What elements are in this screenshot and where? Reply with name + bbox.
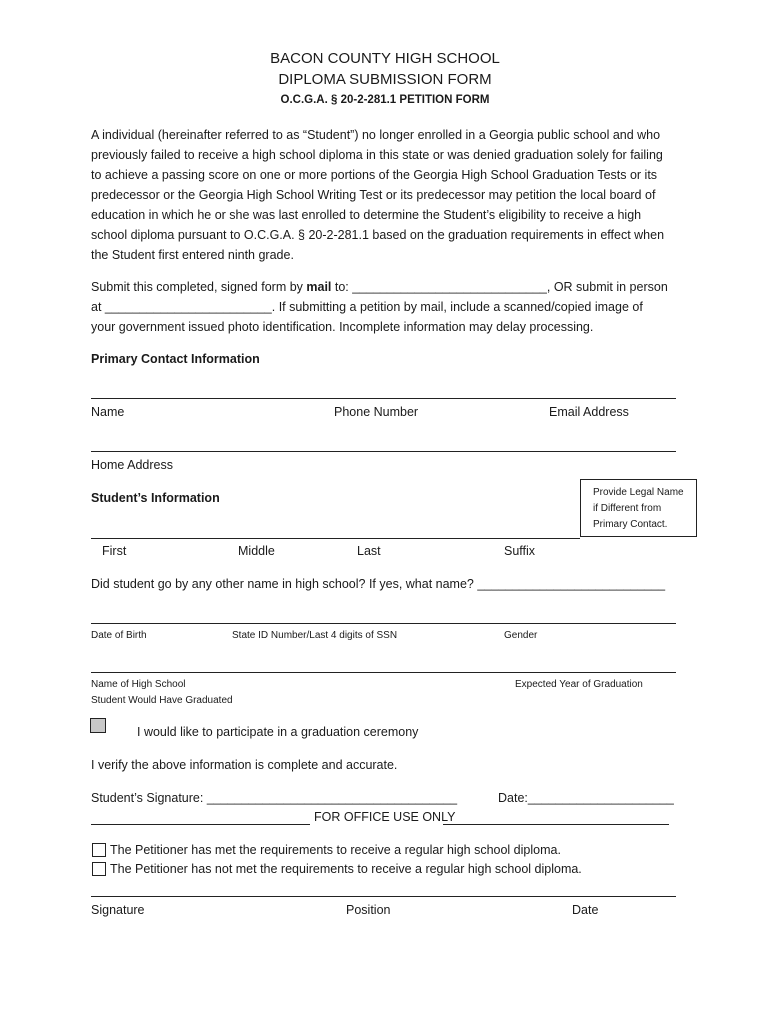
first-name-label: First bbox=[102, 544, 127, 558]
name-label: Name bbox=[91, 405, 125, 419]
student-info-heading: Student’s Information bbox=[91, 491, 220, 505]
legal-name-note-box bbox=[580, 479, 697, 537]
office-date-label: Date bbox=[572, 903, 599, 917]
high-school-label-2: Student Would Have Graduated bbox=[91, 695, 233, 706]
intro-line: predecessor or the Georgia High School Writing Test or its predecessor may petition the local board of bbox=[91, 188, 656, 202]
office-signature-label: Signature bbox=[91, 903, 145, 917]
intro-line: previously failed to receive a high school diploma in this state or was denied graduation solely for failing bbox=[91, 148, 663, 162]
intro-paragraph bbox=[91, 125, 691, 265]
suffix-label: Suffix bbox=[504, 544, 536, 558]
form-title: DIPLOMA SUBMISSION FORM bbox=[278, 71, 492, 88]
submission-line bbox=[91, 277, 691, 297]
intro-line: A individual (hereinafter referred to as “Student”) no longer enrolled in a Georgia public school and who bbox=[91, 128, 661, 142]
ceremony-checkbox[interactable] bbox=[90, 718, 106, 733]
submission-post: to: ____________________________, OR submit in person bbox=[331, 280, 668, 294]
legal-name-note-line: Primary Contact. bbox=[593, 519, 668, 530]
intro-line: the Student first entered ninth grade. bbox=[91, 248, 294, 262]
office-divider-left bbox=[91, 824, 310, 825]
email-label: Email Address bbox=[549, 405, 629, 419]
student-signature-field[interactable]: Student’s Signature: ____________________________________ bbox=[91, 791, 458, 805]
last-name-label: Last bbox=[357, 544, 381, 558]
not-met-requirements-checkbox[interactable] bbox=[92, 862, 106, 876]
school-name: BACON COUNTY HIGH SCHOOL bbox=[270, 50, 500, 67]
form-subtitle: O.C.G.A. § 20-2-281.1 PETITION FORM bbox=[280, 94, 490, 106]
intro-line: to achieve a passing score on one or more portions of the Georgia High School Graduation Tests or its bbox=[91, 168, 658, 182]
primary-contact-heading: Primary Contact Information bbox=[91, 352, 260, 366]
legal-name-note-line: Provide Legal Name bbox=[593, 487, 684, 498]
phone-label: Phone Number bbox=[334, 405, 419, 419]
gender-label: Gender bbox=[504, 630, 538, 641]
high-school-line[interactable] bbox=[91, 672, 676, 673]
ceremony-label: I would like to participate in a graduation ceremony bbox=[137, 725, 419, 739]
dob-label: Date of Birth bbox=[91, 630, 147, 641]
verify-statement: I verify the above information is complete and accurate. bbox=[91, 758, 398, 772]
other-name-question[interactable]: Did student go by any other name in high school? If yes, what name? ___________________________ bbox=[91, 577, 666, 591]
legal-name-note-line: if Different from bbox=[593, 503, 662, 514]
expected-year-label: Expected Year of Graduation bbox=[515, 679, 643, 690]
state-id-label: State ID Number/Last 4 digits of SSN bbox=[232, 630, 398, 641]
student-name-line[interactable] bbox=[91, 538, 580, 539]
intro-line: school diploma pursuant to O.C.G.A. § 20-2-281.1 based on the graduation requirements in effect when bbox=[91, 228, 665, 242]
home-address-label: Home Address bbox=[91, 458, 173, 472]
submission-mail: mail bbox=[306, 280, 332, 294]
home-address-line[interactable] bbox=[91, 451, 676, 452]
not-met-requirements-label: The Petitioner has not met the requirements to receive a regular high school diploma. bbox=[110, 862, 582, 876]
submission-line: at ________________________. If submitting a petition by mail, include a scanned/copied image of bbox=[91, 300, 643, 314]
office-divider-right bbox=[443, 824, 669, 825]
submission-line: your government issued photo identification. Incomplete information may delay processing. bbox=[91, 320, 594, 334]
office-position-label: Position bbox=[346, 903, 391, 917]
met-requirements-label: The Petitioner has met the requirements to receive a regular high school diploma. bbox=[110, 843, 561, 857]
met-requirements-checkbox[interactable] bbox=[92, 843, 106, 857]
intro-line: education in which he or she was last enrolled to determine the Student’s eligibility to receive a high bbox=[91, 208, 642, 222]
high-school-label: Name of High School bbox=[91, 679, 186, 690]
submission-paragraph bbox=[91, 277, 691, 337]
office-signature-line[interactable] bbox=[91, 896, 676, 897]
signature-date-field[interactable]: Date:_____________________ bbox=[498, 791, 674, 805]
submission-pre: Submit this completed, signed form by bbox=[91, 280, 307, 294]
dob-line[interactable] bbox=[91, 623, 676, 624]
office-use-label: FOR OFFICE USE ONLY bbox=[314, 810, 456, 824]
middle-name-label: Middle bbox=[238, 544, 275, 558]
name-line[interactable] bbox=[91, 398, 676, 399]
